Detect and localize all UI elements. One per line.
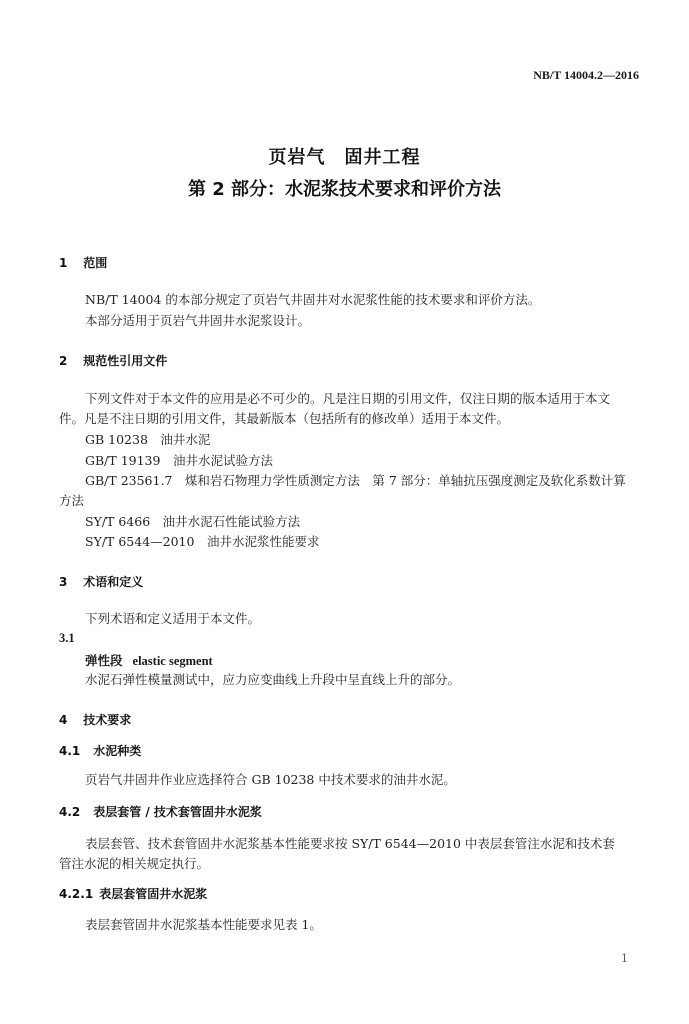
subsection-heading-4-2-1 xyxy=(59,885,207,902)
document-title-line1: 页岩气 固井工程 xyxy=(268,147,421,168)
section-title: 表层套管固井水泥浆 xyxy=(99,887,208,901)
subsection-heading-4-1 xyxy=(59,742,141,759)
scope-paragraph-1: NB/T 14004 的本部分规定了页岩气井固井对水泥浆性能的技术要求和评价方法。 xyxy=(85,292,541,307)
reference-item: SY/T 6544—2010 油井水泥浆性能要求 xyxy=(85,534,320,549)
reference-item: GB/T 23561.7 煤和岩石物理力学性质测定方法 第 7 部分：单轴抗压强度测定及软化系数计算 xyxy=(85,473,626,488)
section-heading-1 xyxy=(59,254,107,271)
casing-slurry-paragraph-line1: 表层套管、技术套管固井水泥浆基本性能要求按 SY/T 6544—2010 中表层套管注水泥和技术套 xyxy=(85,836,615,851)
terms-intro: 下列术语和定义适用于本文件。 xyxy=(85,611,261,626)
reference-item: GB/T 19139 油井水泥试验方法 xyxy=(85,453,273,468)
section-title: 术语和定义 xyxy=(83,575,144,589)
section-number: 3 xyxy=(59,575,68,589)
section-heading-2 xyxy=(59,352,167,369)
reference-item-wrap: 方法 xyxy=(59,493,85,508)
document-title-line2: 第 2 部分：水泥浆技术要求和评价方法 xyxy=(187,179,502,200)
references-intro-line1: 下列文件对于本文件的应用是必不可少的。凡是注日期的引用文件，仅注日期的版本适用于本文 xyxy=(85,391,611,406)
term-definition: 水泥石弹性模量测试中，应力应变曲线上升段中呈直线上升的部分。 xyxy=(85,672,461,687)
term-name xyxy=(85,651,213,669)
section-title: 技术要求 xyxy=(83,713,132,727)
references-intro-line2: 件。凡是不注日期的引用文件，其最新版本（包括所有的修改单）适用于本文件。 xyxy=(59,411,510,426)
section-title: 范围 xyxy=(83,256,108,270)
section-number: 4.2 xyxy=(59,805,81,819)
section-number: 4.1 xyxy=(59,744,81,758)
section-number: 2 xyxy=(59,354,68,368)
section-heading-4 xyxy=(59,711,131,728)
section-number: 4.2.1 xyxy=(59,887,94,901)
reference-item: SY/T 6466 油井水泥石性能试验方法 xyxy=(85,514,301,529)
surface-casing-paragraph: 表层套管固井水泥浆基本性能要求见表 1。 xyxy=(85,917,322,932)
page-number: 1 xyxy=(621,952,628,965)
term-name-cn: 弹性段 xyxy=(85,653,123,668)
section-title: 规范性引用文件 xyxy=(83,354,168,368)
section-number: 1 xyxy=(59,256,68,270)
section-heading-3 xyxy=(59,573,143,590)
standard-code: NB/T 14004.2—2016 xyxy=(533,68,639,82)
scope-paragraph-2: 本部分适用于页岩气井固井水泥浆设计。 xyxy=(85,313,311,328)
casing-slurry-paragraph-line2: 管注水泥的相关规定执行。 xyxy=(59,856,210,871)
reference-item: GB 10238 油井水泥 xyxy=(85,432,211,447)
section-title: 表层套管 / 技术套管固井水泥浆 xyxy=(93,805,262,819)
section-title: 水泥种类 xyxy=(93,744,142,758)
term-number: 3.1 xyxy=(59,631,75,645)
subsection-heading-4-2 xyxy=(59,803,262,820)
cement-type-paragraph: 页岩气井固井作业应选择符合 GB 10238 中技术要求的油井水泥。 xyxy=(85,772,456,787)
term-name-en: elastic segment xyxy=(132,654,213,668)
section-number: 4 xyxy=(59,713,68,727)
